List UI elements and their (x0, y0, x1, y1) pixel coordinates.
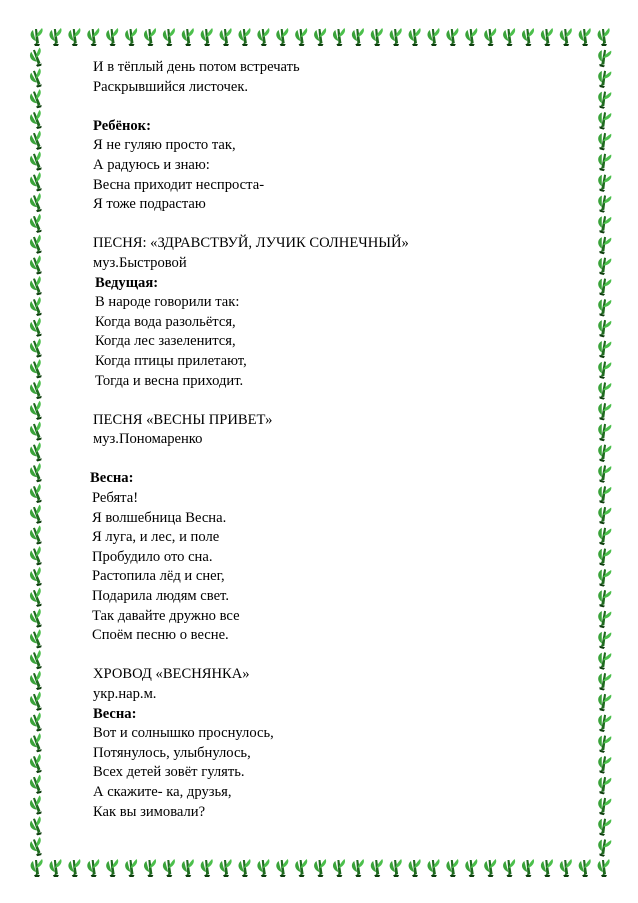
leaf-sprig-icon (28, 837, 44, 857)
text-line: Я не гуляю просто так, (93, 137, 236, 154)
leaf-sprig-icon (201, 28, 213, 46)
leaf-sprig-icon (522, 28, 534, 46)
leaf-sprig-icon (28, 421, 44, 441)
leaf-sprig-icon (595, 380, 611, 400)
leaf-sprig-icon (28, 671, 44, 691)
text-line: Споём песню о весне. (92, 627, 229, 644)
leaf-sprig-icon (595, 588, 611, 608)
text-line: Потянулось, улыбнулось, (93, 744, 251, 761)
text-line: А радуюсь и знаю: (93, 156, 210, 173)
leaf-sprig-icon (28, 380, 44, 400)
speaker-label: Ведущая: (95, 274, 159, 291)
leaf-sprig-icon (352, 28, 364, 46)
leaf-sprig-icon (333, 859, 345, 877)
leaf-sprig-icon (28, 504, 44, 524)
leaf-sprig-icon (28, 795, 44, 815)
leaf-sprig-icon (276, 28, 288, 46)
leaf-sprig-icon (446, 28, 458, 46)
leaf-sprig-icon (28, 193, 44, 213)
text-line: Я волшебница Весна. (92, 509, 227, 526)
leaf-sprig-icon (28, 525, 44, 545)
leaf-sprig-icon (595, 193, 611, 213)
leaf-sprig-icon (446, 859, 458, 877)
leaf-sprig-icon (182, 859, 194, 877)
leaf-sprig-icon (28, 89, 44, 109)
leaf-sprig-icon (28, 359, 44, 379)
leaf-sprig-icon (28, 338, 44, 358)
leaf-sprig-icon (579, 859, 591, 877)
leaf-sprig-icon (144, 28, 156, 46)
leaf-sprig-icon (595, 754, 611, 774)
leaf-sprig-icon (390, 859, 402, 877)
leaf-sprig-icon (28, 774, 44, 794)
leaf-sprig-icon (220, 859, 232, 877)
leaf-sprig-icon (595, 318, 611, 338)
text-line: Растопила лёд и снег, (92, 568, 225, 585)
song-title: ПЕСНЯ «ВЕСНЫ ПРИВЕТ» (93, 411, 273, 428)
leaf-sprig-icon (28, 151, 44, 171)
leaf-sprig-icon (595, 68, 611, 88)
leaf-sprig-icon (595, 692, 611, 712)
leaf-sprig-icon (595, 152, 611, 172)
leaf-sprig-icon (595, 297, 611, 317)
leaf-sprig-icon (595, 712, 611, 732)
text-line: Раскрывшийся листочек. (93, 78, 249, 95)
leaf-sprig-icon (465, 859, 477, 877)
leaf-sprig-icon (598, 28, 610, 46)
leaf-sprig-icon (295, 28, 307, 46)
leaf-sprig-icon (28, 130, 44, 150)
leaf-sprig-icon (595, 609, 611, 629)
leaf-sprig-icon (595, 796, 611, 816)
leaf-sprig-icon (28, 401, 44, 421)
leaf-sprig-icon (595, 671, 611, 691)
leaf-sprig-icon (68, 859, 80, 877)
text-line: Когда лес зазеленится, (95, 333, 236, 350)
leaf-sprig-icon (595, 172, 611, 192)
leaf-sprig-icon (595, 526, 611, 546)
leaf-sprig-icon (295, 859, 307, 877)
composer-line: муз.Пономаренко (93, 431, 203, 448)
leaf-sprig-icon (87, 859, 99, 877)
leaf-sprig-icon (182, 28, 194, 46)
text-line: И в тёплый день потом встречать (93, 59, 300, 75)
leaf-sprig-icon (28, 47, 44, 67)
speaker-label: Ребёнок: (93, 117, 151, 134)
leaf-sprig-icon (28, 567, 44, 587)
leaf-sprig-icon (595, 89, 611, 109)
leaf-sprig-icon (125, 859, 137, 877)
leaf-sprig-icon (220, 28, 232, 46)
leaf-sprig-icon (595, 401, 611, 421)
text-line: Вот и солнышко проснулось, (93, 725, 274, 742)
leaf-sprig-icon (579, 28, 591, 46)
composer-line: укр.нар.м. (93, 686, 157, 702)
leaf-sprig-icon (465, 28, 477, 46)
leaf-sprig-icon (144, 859, 156, 877)
text-line: Я луга, и лес, и поле (92, 529, 220, 546)
leaf-sprig-icon (595, 339, 611, 359)
leaf-sprig-icon (28, 712, 44, 732)
leaf-sprig-icon (28, 110, 44, 130)
leaf-sprig-icon (595, 235, 611, 255)
leaf-sprig-icon (560, 28, 572, 46)
leaf-sprig-icon (31, 859, 43, 877)
text-line: Так давайте дружно все (92, 607, 240, 624)
leaf-sprig-icon (314, 859, 326, 877)
leaf-sprig-icon (28, 733, 44, 753)
leaf-sprig-icon (201, 859, 213, 877)
leaf-sprig-icon (239, 859, 251, 877)
leaf-sprig-icon (371, 859, 383, 877)
leaf-sprig-icon (595, 837, 611, 857)
leaf-sprig-icon (595, 816, 611, 836)
leaf-sprig-icon (409, 28, 421, 46)
text-line: В народе говорили так: (95, 294, 240, 311)
leaf-sprig-icon (28, 297, 44, 317)
leaf-sprig-icon (106, 859, 118, 877)
leaf-sprig-icon (257, 859, 269, 877)
text-line: Когда вода разольётся, (95, 313, 236, 330)
leaf-sprig-icon (68, 28, 80, 46)
leaf-sprig-icon (595, 110, 611, 130)
leaf-sprig-icon (28, 463, 44, 483)
leaf-sprig-icon (595, 214, 611, 234)
leaf-sprig-icon (484, 28, 496, 46)
leaf-sprig-icon (87, 28, 99, 46)
leaf-sprig-icon (428, 859, 440, 877)
leaf-sprig-icon (28, 214, 44, 234)
leaf-sprig-icon (595, 629, 611, 649)
leaf-sprig-icon (28, 317, 44, 337)
speaker-label: Весна: (90, 470, 134, 487)
leaf-sprig-icon (560, 859, 572, 877)
leaf-sprig-icon (595, 484, 611, 504)
text-line: Всех детей зовёт гулять. (93, 764, 245, 781)
leaf-sprig-icon (595, 442, 611, 462)
leaf-sprig-icon (390, 28, 402, 46)
leaf-sprig-icon (28, 588, 44, 608)
song-title: ХРОВОД «ВЕСНЯНКА» (93, 666, 250, 683)
text-line: А скажите- ка, друзья, (93, 783, 232, 800)
text-line: Пробудило ото сна. (92, 548, 213, 565)
leaf-sprig-icon (595, 505, 611, 525)
leaf-sprig-icon (50, 28, 62, 46)
document-text (90, 58, 563, 822)
leaf-sprig-icon (503, 859, 515, 877)
leaf-sprig-icon (28, 276, 44, 296)
leaf-sprig-icon (106, 28, 118, 46)
leaf-sprig-icon (28, 608, 44, 628)
leaf-sprig-icon (484, 859, 496, 877)
text-line: Когда птицы прилетают, (95, 352, 247, 369)
leaf-sprig-icon (28, 172, 44, 192)
text-line: Ребята! (92, 490, 139, 507)
leaf-sprig-icon (541, 859, 553, 877)
leaf-sprig-icon (50, 859, 62, 877)
leaf-sprig-icon (595, 255, 611, 275)
leaf-sprig-icon (28, 234, 44, 254)
leaf-sprig-icon (595, 733, 611, 753)
leaf-sprig-icon (595, 276, 611, 296)
leaf-sprig-icon (28, 629, 44, 649)
text-line: Тогда и весна приходит. (95, 372, 244, 389)
leaf-sprig-icon (239, 28, 251, 46)
leaf-sprig-icon (28, 442, 44, 462)
song-title: ПЕСНЯ: «ЗДРАВСТВУЙ, ЛУЧИК СОЛНЕЧНЫЙ» (93, 235, 409, 252)
leaf-sprig-icon (31, 28, 43, 46)
leaf-sprig-icon (163, 859, 175, 877)
leaf-sprig-icon (125, 28, 137, 46)
leaf-sprig-icon (595, 359, 611, 379)
leaf-sprig-icon (595, 463, 611, 483)
leaf-sprig-icon (409, 859, 421, 877)
leaf-sprig-icon (28, 754, 44, 774)
text-line: Весна приходит неспроста- (93, 176, 265, 193)
text-line: Подарила людям свет. (92, 588, 229, 605)
leaf-sprig-icon (333, 28, 345, 46)
leaf-sprig-icon (595, 546, 611, 566)
speaker-label: Весна: (93, 705, 137, 722)
leaf-sprig-icon (28, 484, 44, 504)
leaf-sprig-icon (352, 859, 364, 877)
leaf-sprig-icon (595, 422, 611, 442)
leaf-sprig-icon (28, 68, 44, 88)
leaf-sprig-icon (541, 28, 553, 46)
leaf-sprig-icon (28, 650, 44, 670)
leaf-sprig-icon (314, 28, 326, 46)
leaf-sprig-icon (595, 775, 611, 795)
leaf-sprig-icon (595, 567, 611, 587)
leaf-sprig-icon (595, 131, 611, 151)
leaf-sprig-icon (522, 859, 534, 877)
leaf-sprig-icon (595, 650, 611, 670)
text-line: Как вы зимовали? (93, 803, 206, 820)
text-line: Я тоже подрастаю (93, 196, 206, 213)
leaf-sprig-icon (28, 546, 44, 566)
leaf-sprig-icon (163, 28, 175, 46)
leaf-sprig-icon (598, 859, 610, 877)
leaf-sprig-icon (257, 28, 269, 46)
leaf-sprig-icon (503, 28, 515, 46)
leaf-sprig-icon (276, 859, 288, 877)
leaf-sprig-icon (28, 691, 44, 711)
leaf-sprig-icon (595, 48, 611, 68)
leaf-sprig-icon (371, 28, 383, 46)
leaf-sprig-icon (28, 255, 44, 275)
composer-line: муз.Быстровой (93, 254, 187, 271)
leaf-sprig-icon (428, 28, 440, 46)
leaf-sprig-icon (28, 816, 44, 836)
